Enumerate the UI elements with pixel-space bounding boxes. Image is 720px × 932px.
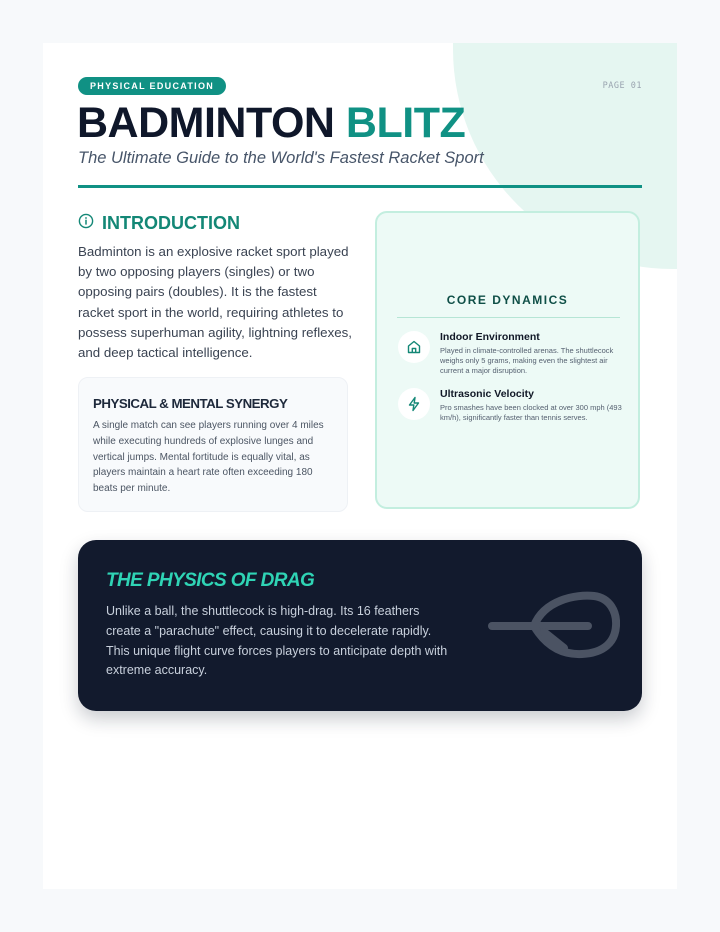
feature-title: Indoor Environment	[440, 331, 540, 343]
introduction-title: INTRODUCTION	[102, 213, 240, 233]
lightning-icon	[398, 388, 430, 420]
title-rule	[78, 185, 642, 188]
physics-title: THE PHYSICS OF DRAG	[106, 570, 315, 591]
title-main: BADMINTON	[77, 99, 335, 147]
feature-description: Played in climate-controlled arenas. The shuttlecock weighs only 5 grams, making even the slightest air current a major disruption.	[440, 346, 614, 375]
physics-text: Unlike a ball, the shuttlecock is high-drag. Its 16 feathers create a "parachute" effect, causing it to decelerate rapidly. This unique flight curve forces players to anticipate depth with extreme accuracy.	[106, 604, 448, 678]
synergy-title: PHYSICAL & MENTAL SYNERGY	[93, 396, 288, 411]
feather-icon	[486, 590, 620, 667]
introduction-heading	[78, 213, 240, 234]
core-dynamics-card	[375, 211, 640, 509]
info-icon	[78, 213, 94, 234]
page-number: PAGE 01	[602, 81, 642, 91]
page-title	[77, 99, 465, 147]
synergy-card	[78, 377, 348, 512]
introduction-text: Badminton is an explosive racket sport played by two opposing players (singles) or two opposing pairs (doubles). It is the fastest racket sport in the world, requiring athletes to possess superhuman agility, lightning reflexes, and deep tactical intelligence.	[78, 244, 352, 361]
core-dynamics-title: CORE DYNAMICS	[446, 293, 569, 307]
feature-description: Pro smashes have been clocked at over 300 mph (493 km/h), significantly faster than tennis serves.	[440, 403, 622, 422]
core-dynamics-divider	[397, 317, 620, 318]
title-accent: BLITZ	[345, 99, 466, 147]
page-subtitle: The Ultimate Guide to the World's Fastest Racket Sport	[78, 149, 484, 167]
feature-title: Ultrasonic Velocity	[440, 388, 534, 400]
physics-card	[78, 540, 642, 711]
home-icon	[398, 331, 430, 363]
document-page	[43, 43, 677, 889]
category-badge: PHYSICAL EDUCATION	[78, 77, 226, 95]
synergy-text: A single match can see players running over 4 miles while executing hundreds of explosive lunges and vertical jumps. Mental fortitude is equally vital, as players maintain a heart rate often exceeding 180 beats per minute.	[93, 420, 324, 495]
